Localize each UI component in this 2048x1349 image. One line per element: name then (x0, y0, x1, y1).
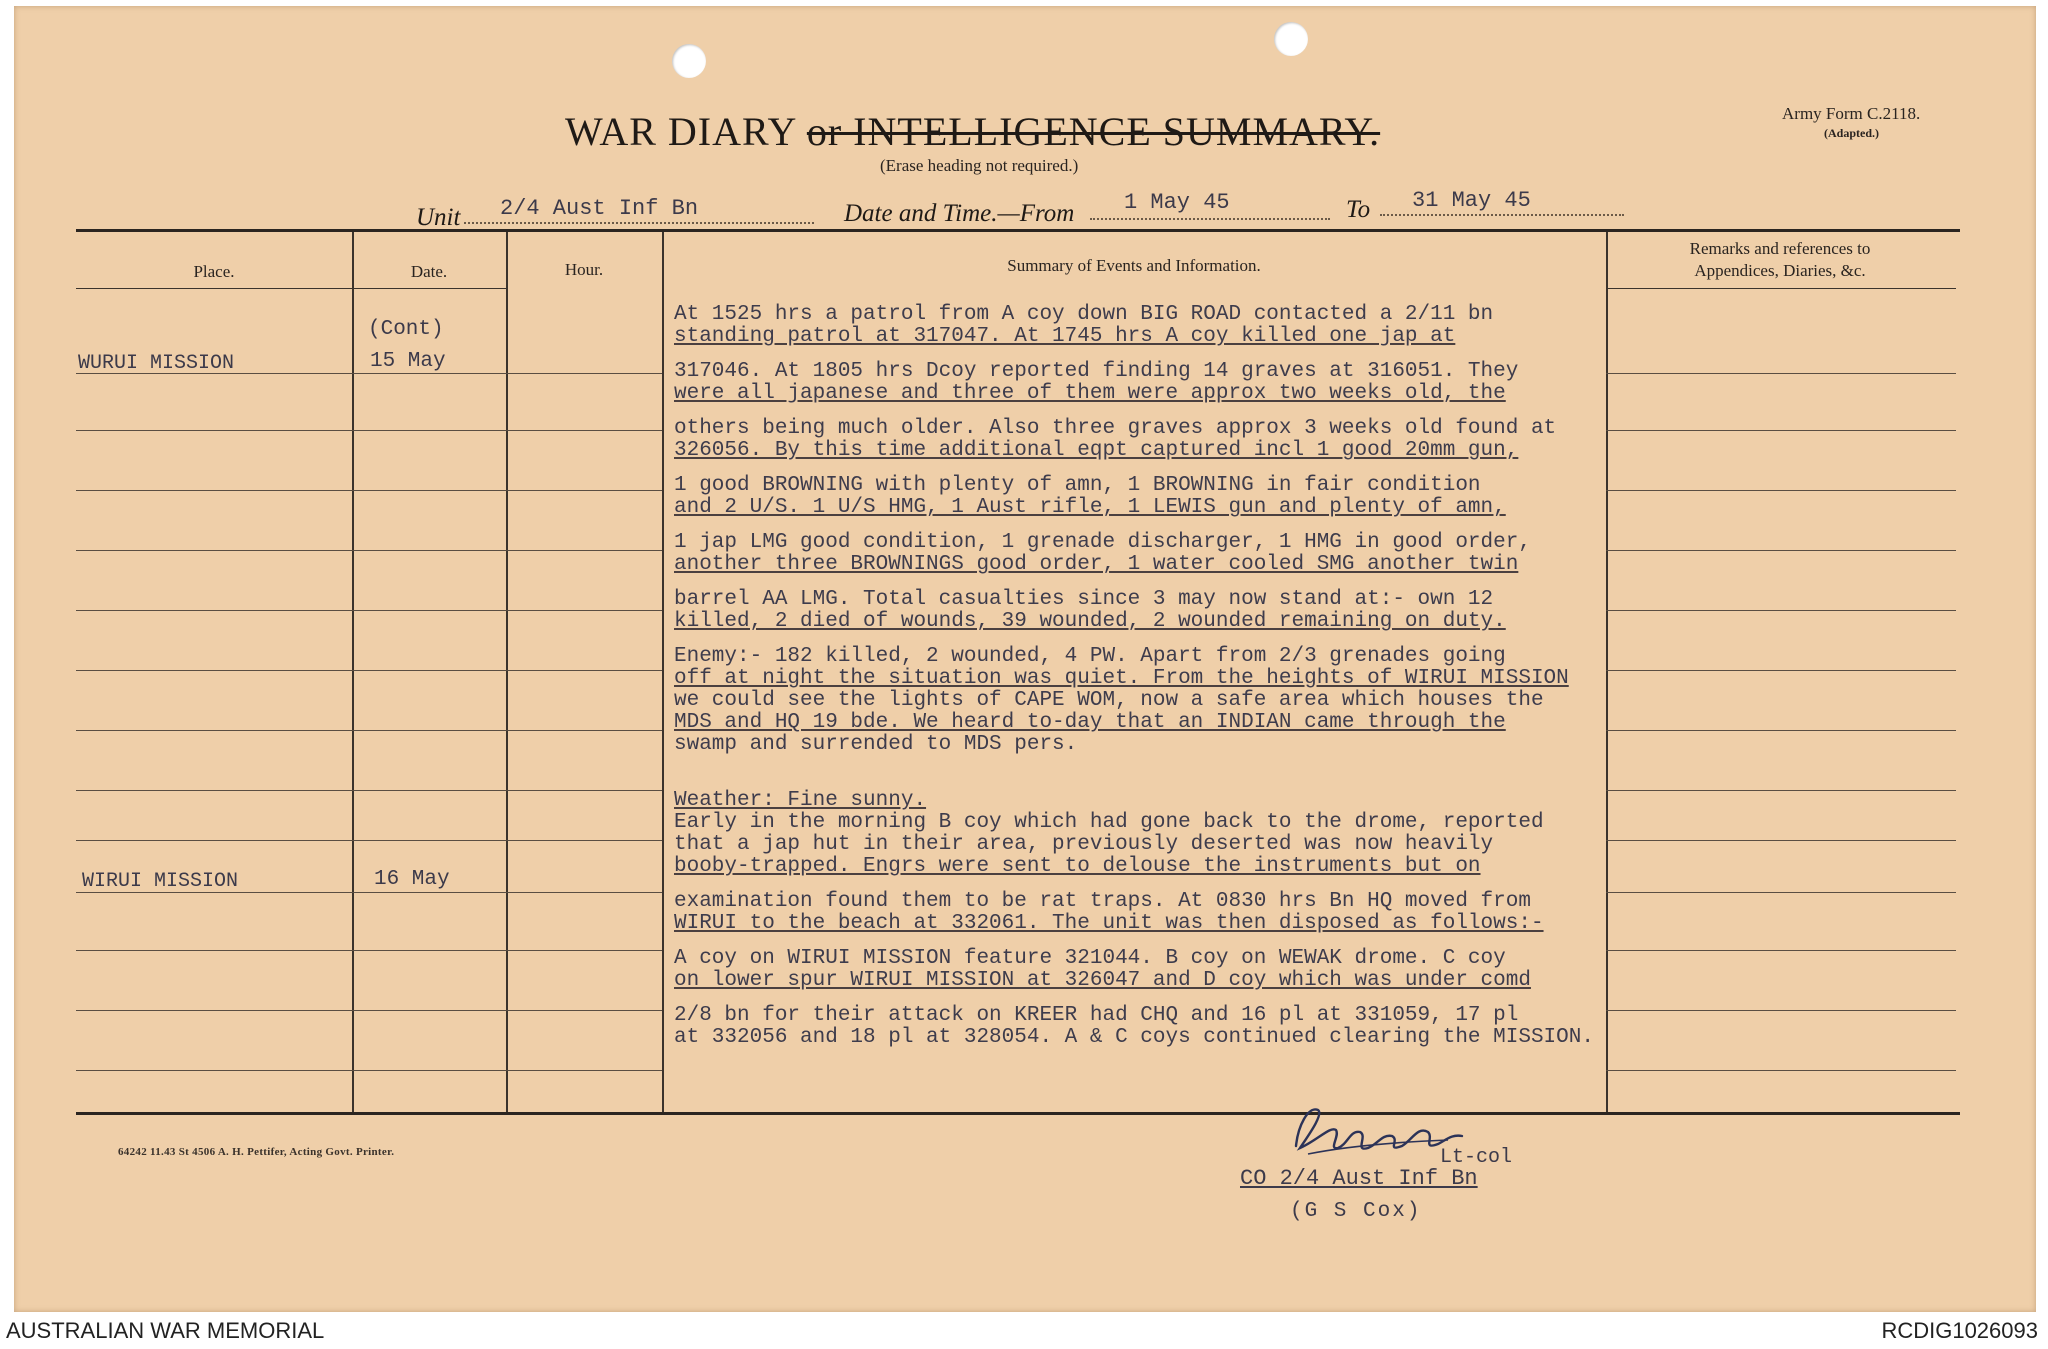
header-summary: Summary of Events and Information. (1007, 256, 1261, 275)
summary-line: 326056. By this time additional eqpt captured incl 1 good 20mm gun, (674, 439, 1519, 462)
ruled-line (352, 1010, 506, 1011)
summary-line: WIRUI to the beach at 332061. The unit was then disposed as follows:- (674, 912, 1544, 935)
ruled-line (1606, 430, 1956, 431)
summary-line: barrel AA LMG. Total casualties since 3 may now stand at:- own 12 (674, 588, 1494, 611)
summary-line: Enemy:- 182 killed, 2 wounded, 4 PW. Apart from 2/3 grenades going (674, 645, 1506, 668)
ruled-line (352, 670, 506, 671)
signatory-rank: Lt-col (1440, 1146, 1513, 1169)
ruled-line (352, 550, 506, 551)
ruled-line (1606, 373, 1956, 374)
signatory-name: (G S Cox) (1290, 1200, 1422, 1223)
ruled-line (76, 670, 352, 671)
header-underline-place (76, 288, 352, 289)
form-title (565, 108, 1380, 155)
summary-line: A coy on WIRUI MISSION feature 321044. B coy on WEWAK drome. C coy (674, 947, 1506, 970)
summary-line: killed, 2 died of wounds, 39 wounded, 2 wounded remaining on duty. (674, 610, 1506, 633)
ruled-line (506, 730, 662, 731)
summary-line: booby-trapped. Engrs were sent to delouse the instruments but on (674, 855, 1481, 878)
army-form-adapted: (Adapted.) (1824, 126, 1880, 140)
ruled-line (76, 610, 352, 611)
ruled-line (1606, 610, 1956, 611)
table-bottom-rule (76, 1112, 1960, 1115)
ruled-line (506, 950, 662, 951)
summary-line: another three BROWNINGS good order, 1 water cooled SMG another twin (674, 553, 1519, 576)
date-from-value: 1 May 45 (1124, 190, 1230, 215)
column-divider-place-date (352, 232, 354, 1112)
summary-line: examination found them to be rat traps. At 0830 hrs Bn HQ moved from (674, 890, 1531, 913)
date-from-underline (1090, 218, 1330, 220)
ruled-line (506, 430, 662, 431)
ruled-line (352, 950, 506, 951)
ruled-line (76, 790, 352, 791)
ruled-line (506, 490, 662, 491)
header-hour: Hour. (564, 260, 604, 279)
archive-credit: AUSTRALIAN WAR MEMORIAL (6, 1318, 325, 1343)
date-entry-1-cont: (Cont) (368, 318, 444, 341)
title-main: WAR DIARY (565, 109, 796, 154)
place-entry-1: WURUI MISSION (78, 352, 235, 375)
column-divider-date-hour (506, 232, 508, 1112)
title-struck: or INTELLIGENCE SUMMARY. (806, 109, 1381, 154)
summary-line: off at night the situation was quiet. From the heights of WIRUI MISSION (674, 667, 1569, 690)
summary-line: swamp and surrended to MDS pers. (674, 733, 1078, 756)
summary-line: Early in the morning B coy which had gone back to the drome, reported (674, 811, 1544, 834)
ruled-line (352, 1070, 506, 1071)
ruled-line (1606, 730, 1956, 731)
ruled-line (352, 610, 506, 611)
summary-line: At 1525 hrs a patrol from A coy down BIG ROAD contacted a 2/11 bn (674, 303, 1494, 326)
header-remarks-line2: Appendices, Diaries, &c. (1694, 261, 1866, 280)
ruled-line (1606, 1070, 1956, 1071)
date-to-value: 31 May 45 (1412, 188, 1531, 213)
header-underline-remarks (1606, 288, 1956, 289)
column-divider-summary-remarks (1606, 232, 1608, 1112)
ruled-line (76, 550, 352, 551)
header-date: Date. (410, 262, 448, 281)
ruled-line (1606, 892, 1956, 893)
summary-line: standing patrol at 317047. At 1745 hrs A coy killed one jap at (674, 325, 1456, 348)
printer-imprint: 64242 11.43 St 4506 A. H. Pettifer, Acting Govt. Printer. (118, 1146, 395, 1158)
date-to-label: To (1346, 196, 1371, 223)
summary-line: were all japanese and three of them were approx two weeks old, the (674, 382, 1506, 405)
date-from-label: Date and Time.—From (844, 200, 1075, 227)
header-remarks (1612, 238, 1948, 282)
punch-hole-left (672, 44, 706, 78)
ruled-line (76, 840, 352, 841)
ruled-line (506, 840, 662, 841)
header-place: Place. (193, 262, 235, 281)
erase-note: (Erase heading not required.) (880, 156, 1079, 175)
ruled-line (76, 490, 352, 491)
ruled-line (352, 840, 506, 841)
unit-underline (464, 222, 814, 224)
header-remarks-line1: Remarks and references to (1689, 239, 1871, 258)
ruled-line (1606, 490, 1956, 491)
ruled-line (352, 790, 506, 791)
ruled-line (1606, 840, 1956, 841)
date-entry-1: 15 May (370, 350, 446, 373)
unit-value: 2/4 Aust Inf Bn (500, 196, 699, 221)
place-entry-2: WIRUI MISSION (82, 870, 239, 893)
ruled-line (1606, 550, 1956, 551)
ruled-line (1606, 790, 1956, 791)
summary-line: MDS and HQ 19 bde. We heard to-day that an INDIAN came through the (674, 711, 1506, 734)
ruled-line (506, 790, 662, 791)
summary-line: 1 jap LMG good condition, 1 grenade discharger, 1 HMG in good order, (674, 531, 1531, 554)
table-top-rule (76, 229, 1960, 232)
summary-line: on lower spur WIRUI MISSION at 326047 and D coy which was under comd (674, 969, 1531, 992)
summary-line: Weather: Fine sunny. (674, 789, 927, 812)
summary-line: 2/8 bn for their attack on KREER had CHQ and 16 pl at 331059, 17 pl (674, 1004, 1519, 1027)
summary-line: 1 good BROWNING with plenty of amn, 1 BROWNING in fair condition (674, 474, 1481, 497)
unit-label: Unit (416, 204, 461, 231)
ruled-line (506, 550, 662, 551)
ruled-line (1606, 1010, 1956, 1011)
ruled-line (506, 1070, 662, 1071)
ruled-line (1606, 670, 1956, 671)
ruled-line (76, 950, 352, 951)
ruled-line (1606, 950, 1956, 951)
summary-line: we could see the lights of CAPE WOM, now a safe area which houses the (674, 689, 1544, 712)
ruled-line (76, 430, 352, 431)
signatory-title: CO 2/4 Aust Inf Bn (1240, 1166, 1478, 1191)
ruled-line (76, 1070, 352, 1071)
date-to-underline (1380, 214, 1624, 216)
ruled-line (506, 670, 662, 671)
summary-of-events (674, 304, 1594, 1049)
summary-line: that a jap hut in their area, previously deserted was now heavily (674, 833, 1494, 856)
punch-hole-right (1274, 22, 1308, 56)
ruled-line (352, 430, 506, 431)
header-underline-date (352, 288, 506, 289)
summary-line: others being much older. Also three graves approx 3 weeks old found at (674, 417, 1557, 440)
column-divider-hour-summary (662, 232, 664, 1112)
archive-id: RCDIG1026093 (1881, 1318, 2038, 1343)
ruled-line (506, 610, 662, 611)
ruled-line (352, 490, 506, 491)
ruled-line (76, 1010, 352, 1011)
ruled-line (506, 1010, 662, 1011)
ruled-line (506, 892, 662, 893)
summary-line: 317046. At 1805 hrs Dcoy reported finding 14 graves at 316051. They (674, 360, 1519, 383)
summary-line: at 332056 and 18 pl at 328054. A & C coys continued clearing the MISSION. (674, 1026, 1594, 1049)
date-entry-2: 16 May (374, 868, 450, 891)
army-form-number: Army Form C.2118. (1782, 104, 1921, 123)
summary-line: and 2 U/S. 1 U/S HMG, 1 Aust rifle, 1 LEWIS gun and plenty of amn, (674, 496, 1506, 519)
ruled-line (352, 730, 506, 731)
ruled-line (352, 892, 506, 893)
ruled-line (352, 373, 506, 374)
ruled-line (506, 373, 662, 374)
ruled-line (76, 730, 352, 731)
